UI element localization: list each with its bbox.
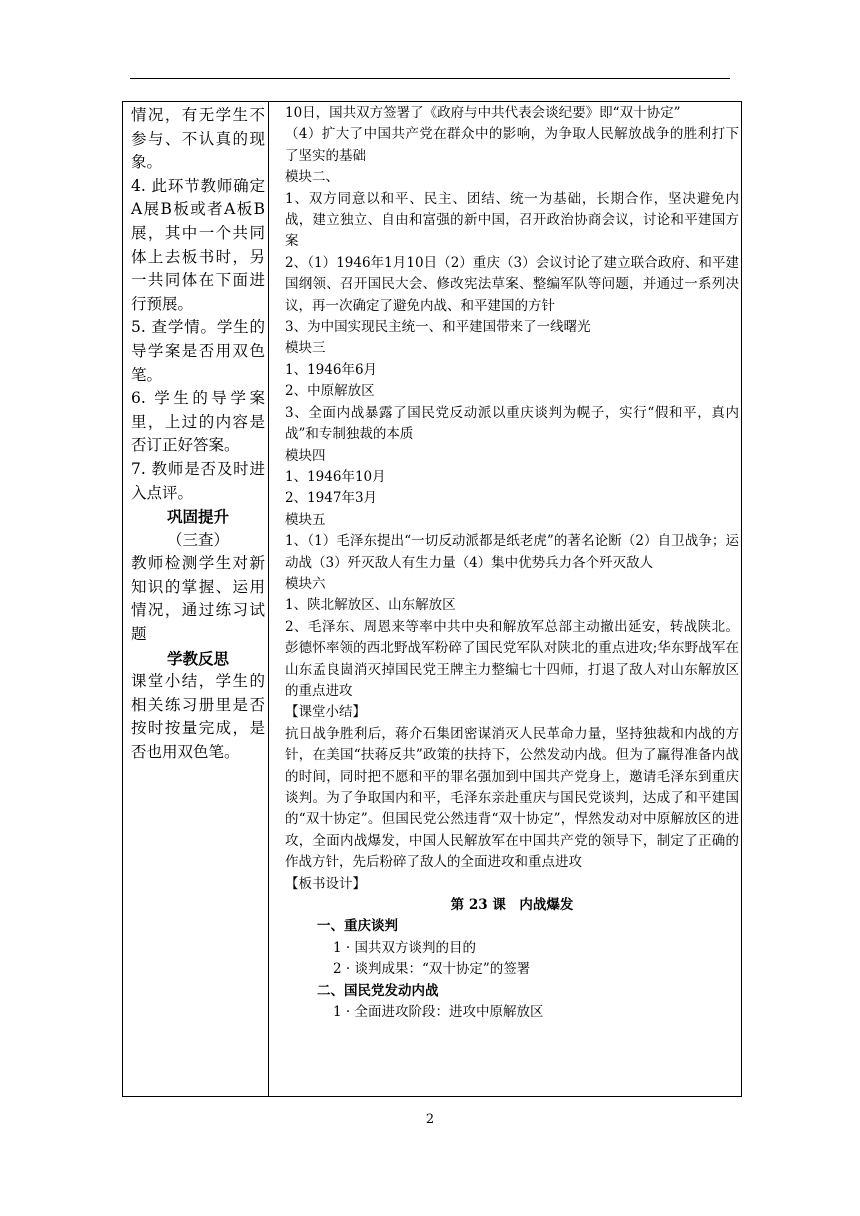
board-item: 1 · 国共双方谈判的目的 — [333, 939, 476, 956]
section-heading-reflection: 学教反思 — [166, 648, 229, 668]
content-line: 2、1947年3月 — [285, 490, 378, 507]
teacher-notes-column — [131, 104, 265, 765]
page-number: 2 — [425, 1112, 435, 1127]
board-lesson-title: 第 23 课 内战爆发 — [450, 897, 574, 914]
content-line: 10日，国共双方签署了《政府与中共代表会谈纪要》即“双十协定” — [285, 105, 681, 121]
column-divider — [268, 102, 269, 1096]
summary-heading: 【课堂小结】 — [285, 704, 366, 721]
left-paragraph: 4. 此环节教师确定A展B板或者A板B展，其中一个共同体上去板书时，另一共同体在下面进行预展。 — [131, 176, 265, 313]
content-line: 2、中原解放区 — [285, 383, 375, 400]
lesson-table — [122, 101, 742, 1097]
left-paragraph: 7. 教师是否及时进入点评。 — [131, 459, 265, 502]
content-line: 3、为中国实现民主统一、和平建国带来了一线曙光 — [285, 319, 591, 336]
content-line: 1、1946年6月 — [285, 361, 378, 378]
module-heading: 模块二、 — [285, 169, 339, 186]
content-line: 1、1946年10月 — [285, 468, 386, 485]
content-line: 2、毛泽东、周恩来等率中共中央和解放军总部主动撤出延安，转战陕北。彭德怀率领的西北野战军粉碎了国民党军队对陕北的重点进攻;华东野战军在山东孟良崮消灭掉国民党王牌主力整编七十四师，打退了敌人对山东解放区的重点进攻 — [285, 618, 739, 699]
summary-paragraph: 抗日战争胜利后，蒋介石集团密谋消灭人民革命力量，坚持独裁和内战的方针，在美国“扶蒋反共”政策的扶持下，公然发动内战。但为了赢得准备内战的时间，同时把不愿和平的罪名强加到中国共产党身上，邀请毛泽东到重庆谈判。为了争取国内和平，毛泽东亲赴重庆与国民党谈判，达成了和平建国的“双十协定”。但国民党公然违背“双十协定”，悍然发动对中原解放区的进攻，全面内战爆发，中国人民解放军在中国共产党的领导下，制定了正确的作战方针，先后粉碎了敌人的全面进攻和重点进攻 — [285, 725, 739, 871]
section-subheading-check: （三查） — [166, 530, 229, 549]
board-design-heading: 【板书设计】 — [285, 875, 366, 892]
content-line: （4）扩大了中国共产党在群众中的影响，为争取人民解放战争的胜利打下了坚实的基础 — [285, 126, 739, 164]
left-paragraph: 课堂小结，学生的相关练习册里是否按时按量完成，是否也用双色笔。 — [131, 672, 265, 762]
left-paragraph: 教师检测学生对新知识的掌握、运用情况，通过练习试题 — [131, 554, 265, 644]
content-line: 3、全面内战暴露了国民党反动派以重庆谈判为幌子，实行“假和平，真内战”和专制独裁的本质 — [285, 404, 739, 443]
content-line: 1、陕北解放区、山东解放区 — [285, 597, 456, 614]
content-line: 2、（1）1946年1月10日（2）重庆（3）会议讨论了建立联合政府、和平建国纲领、召开国民大会、修改宪法草案、整编军队等问题，并通过一系列决议，再一次确定了避免内战、和平建国的方针 — [285, 254, 739, 314]
left-paragraph: 6. 学生的导学案里，上过的内容是否订正好答案。 — [131, 389, 265, 455]
header-rule — [130, 78, 730, 79]
left-paragraph: 5. 查学情。学生的导学案是否用双色笔。 — [131, 318, 265, 384]
lesson-content-column — [285, 103, 739, 1023]
board-section-heading: 二、国民党发动内战 — [317, 982, 439, 999]
board-item: 2 · 谈判成果：“双十协定”的签署 — [333, 961, 531, 978]
content-line: 1、双方同意以和平、民主、团结、统一为基础，长期合作，坚决避免内战，建立独立、自由和富强的新中国，召开政治协商会议，讨论和平建国方案 — [285, 190, 739, 250]
board-item: 1 · 全面进攻阶段：进攻中原解放区 — [333, 1004, 544, 1021]
content-line: 1、（1）毛泽东提出“一切反动派都是纸老虎”的著名论断（2）自卫战争；运动战（3）歼灭敌人有生力量（4）集中优势兵力各个歼灭敌人 — [285, 533, 739, 571]
section-heading-consolidate: 巩固提升 — [166, 507, 229, 527]
left-paragraph: 情况，有无学生不参与、不认真的现象。 — [131, 106, 265, 172]
module-heading: 模块四 — [285, 447, 326, 464]
module-heading: 模块六 — [285, 575, 326, 592]
module-heading: 模块三 — [285, 340, 326, 357]
module-heading: 模块五 — [285, 511, 326, 528]
board-section-heading: 一、重庆谈判 — [317, 918, 398, 935]
